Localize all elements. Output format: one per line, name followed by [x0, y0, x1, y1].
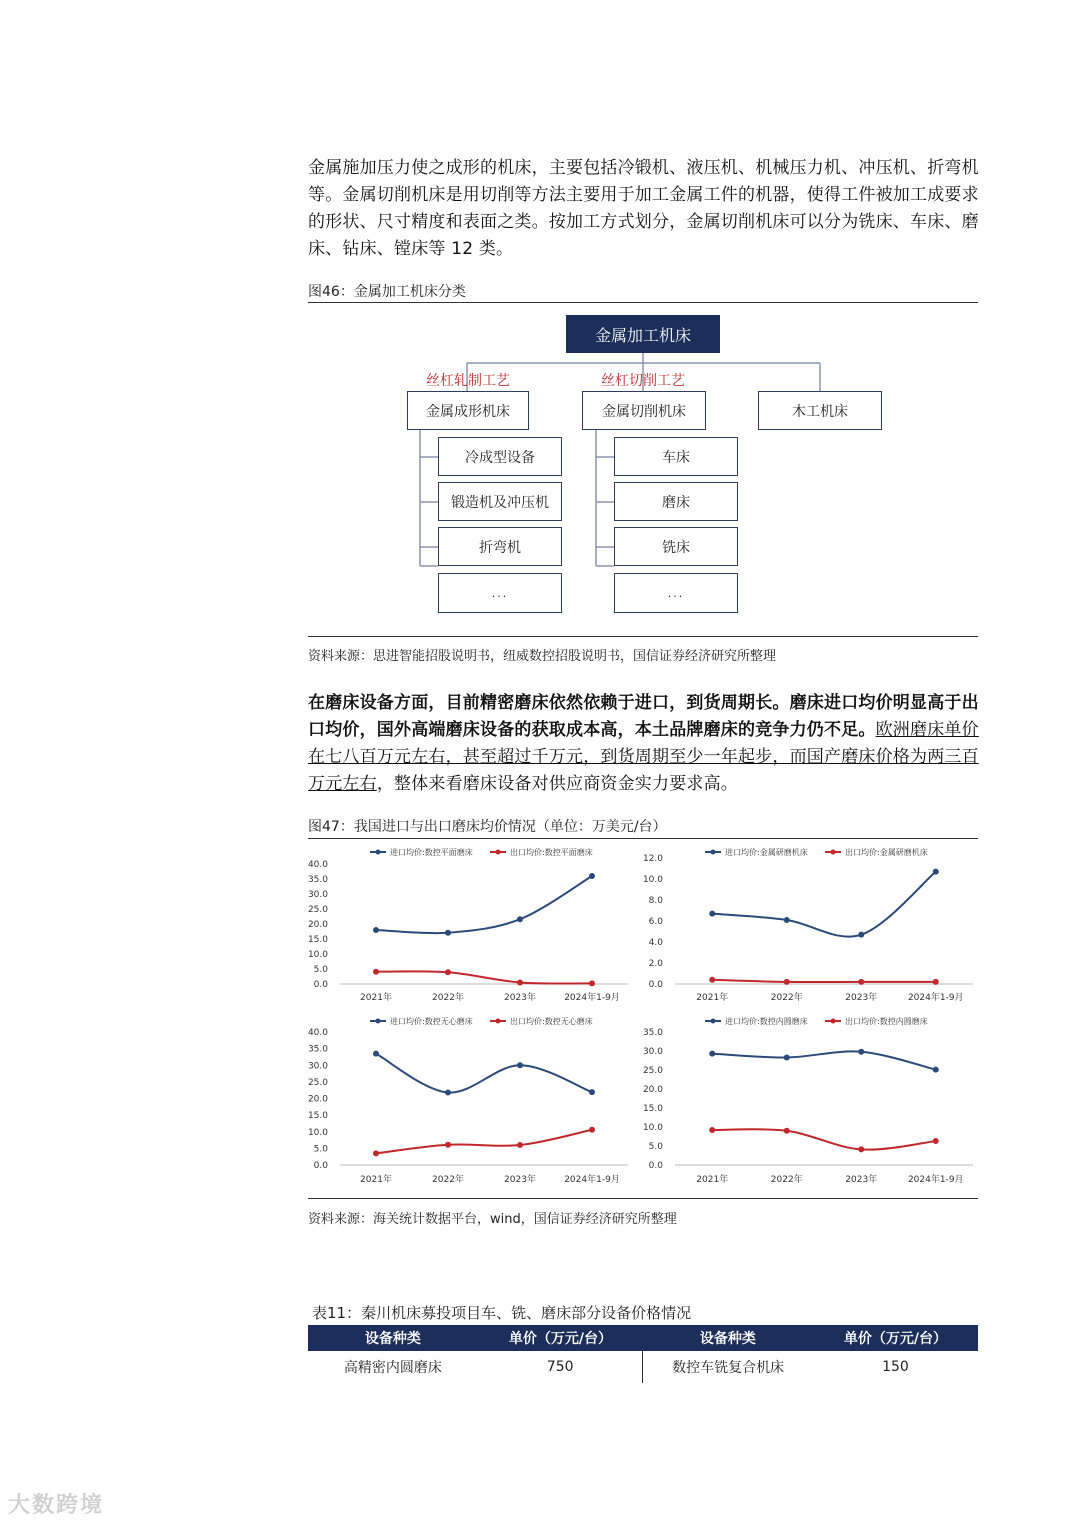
y-tick-label: 10.0 — [308, 950, 328, 960]
y-tick-label: 20.0 — [308, 1094, 328, 1105]
branch-woodworking-box: 木工机床 — [758, 391, 882, 430]
y-tick-label: 10.0 — [308, 1127, 328, 1138]
x-tick-label: 2022年 — [770, 993, 803, 1003]
legend-marker — [831, 850, 836, 855]
table-row — [308, 1351, 978, 1383]
legend-label: 出口均价:数控内圆磨床 — [845, 1017, 928, 1026]
data-point — [709, 911, 715, 917]
series-line — [712, 980, 936, 982]
y-tick-label: 15.0 — [308, 935, 328, 945]
y-tick-label: 30.0 — [308, 890, 328, 900]
y-tick-label: 5.0 — [648, 1142, 663, 1152]
grinder-paragraph-underline: 欧洲磨床单价在七八百万元左右，甚至超过千万元，到货周期至少一年起步，而国产磨床价格为两三百万元左右 — [308, 720, 979, 794]
figure46-source: 资料来源：思进智能招股说明书，纽威数控招股说明书，国信证券经济研究所整理 — [308, 649, 777, 664]
legend-marker — [711, 850, 716, 855]
legend-label: 出口均价:数控无心磨床 — [510, 1017, 593, 1026]
data-point — [784, 979, 790, 985]
chart-centerless-grinder — [308, 1010, 643, 1188]
table-cell: 150 — [882, 1359, 909, 1375]
y-tick-label: 5.0 — [313, 1144, 328, 1155]
x-tick-label: 2024年1-9月 — [907, 993, 964, 1003]
x-tick-label: 2023年 — [504, 1175, 536, 1185]
price-table — [308, 1325, 978, 1383]
y-tick-label: 20.0 — [643, 1085, 663, 1095]
y-tick-label: 35.0 — [308, 875, 328, 885]
legend-label: 进口均价:金属研磨机床 — [725, 848, 808, 857]
data-point — [445, 1142, 451, 1148]
data-point — [858, 1146, 864, 1152]
x-tick-label: 2021年 — [696, 1175, 729, 1185]
legend-label: 出口均价:数控平面磨床 — [510, 848, 593, 857]
data-point — [589, 1127, 595, 1133]
data-point — [445, 1090, 451, 1096]
x-tick-label: 2021年 — [360, 993, 392, 1003]
table-cell: 高精密内圆磨床 — [343, 1360, 442, 1376]
leaf-forging-press: 锻造机及冲压机 — [438, 482, 562, 521]
legend-marker — [711, 1019, 716, 1024]
data-point — [517, 1062, 523, 1068]
x-tick-label: 2021年 — [360, 1175, 392, 1185]
legend-label: 进口均价:数控无心磨床 — [390, 1017, 473, 1026]
chart-internal-grinder — [643, 1010, 980, 1188]
figure46-caption: 图46：金属加工机床分类 — [308, 284, 466, 300]
data-point — [858, 979, 864, 985]
y-tick-label: 0.0 — [648, 980, 663, 990]
data-point — [373, 1150, 379, 1156]
figure46-bottom-rule — [308, 636, 978, 637]
data-point — [445, 969, 451, 975]
x-tick-label: 2022年 — [770, 1175, 803, 1185]
data-point — [933, 1138, 939, 1144]
legend-marker — [831, 1019, 836, 1024]
leaf-cold-forming: 冷成型设备 — [438, 437, 562, 476]
watermark-logo: 大数跨境 — [8, 1493, 105, 1518]
y-tick-label: 35.0 — [308, 1044, 328, 1055]
leaf-grinder: 磨床 — [614, 482, 738, 521]
series-line — [712, 1129, 936, 1149]
figure47-caption: 图47：我国进口与出口磨床均价情况（单位：万美元/台） — [308, 819, 667, 835]
table11-caption: 表11：秦川机床募投项目车、铣、磨床部分设备价格情况 — [312, 1304, 692, 1322]
data-point — [933, 979, 939, 985]
x-tick-label: 2024年1-9月 — [564, 993, 620, 1003]
y-tick-label: 25.0 — [308, 1077, 328, 1088]
legend-marker — [496, 850, 501, 855]
legend-label: 出口均价:金属研磨机床 — [845, 848, 928, 857]
intro-paragraph: 金属施加压力使之成形的机床，主要包括冷锻机、液压机、机械压力机、冲压机、折弯机等。金属切削机床是用切削等方法主要用于加工金属工件的机器，使得工件被加工成要求的形状、尺寸精度和表面之类。按加工方式划分，金属切削机床可以分为铣床、车床、磨床、钻床、镗床等 12 类。 — [308, 158, 979, 259]
y-tick-label: 8.0 — [648, 896, 663, 906]
data-point — [517, 1142, 523, 1148]
leaf-cutting-more: ... — [614, 573, 738, 613]
x-tick-label: 2024年1-9月 — [907, 1175, 964, 1185]
y-tick-label: 5.0 — [313, 965, 328, 975]
data-point — [709, 1051, 715, 1057]
y-tick-label: 0.0 — [313, 1161, 328, 1171]
data-point — [589, 1089, 595, 1095]
data-point — [784, 917, 790, 923]
y-tick-label: 25.0 — [643, 1066, 663, 1076]
data-point — [858, 932, 864, 938]
data-point — [933, 1067, 939, 1073]
y-tick-label: 15.0 — [643, 1104, 663, 1114]
x-tick-label: 2022年 — [432, 1175, 464, 1185]
data-point — [373, 927, 379, 933]
branch-cutting-box: 金属切削机床 — [582, 391, 706, 430]
tree-root-box: 金属加工机床 — [566, 315, 720, 353]
x-tick-label: 2022年 — [432, 993, 464, 1003]
table-header: 设备种类 — [643, 1325, 813, 1351]
y-tick-label: 4.0 — [648, 938, 663, 948]
table-cell: 数控车铣复合机床 — [672, 1360, 785, 1376]
data-point — [709, 1127, 715, 1133]
x-tick-label: 2023年 — [845, 1175, 878, 1185]
leaf-lathe: 车床 — [614, 437, 738, 476]
y-tick-label: 25.0 — [308, 905, 328, 915]
x-tick-label: 2023年 — [504, 993, 536, 1003]
table-header: 设备种类 — [308, 1325, 478, 1351]
legend-label: 进口均价:数控平面磨床 — [390, 848, 473, 857]
branch-label-cutting: 丝杠切削工艺 — [601, 373, 685, 389]
data-point — [517, 980, 523, 986]
legend-label: 进口均价:数控内圆磨床 — [725, 1017, 808, 1026]
series-line — [712, 872, 936, 937]
y-tick-label: 10.0 — [643, 875, 663, 885]
data-point — [709, 977, 715, 983]
leaf-forming-more: ... — [438, 573, 562, 613]
series-line — [712, 1051, 936, 1069]
data-point — [517, 916, 523, 922]
y-tick-label: 10.0 — [643, 1123, 663, 1133]
y-tick-label: 40.0 — [308, 1028, 328, 1038]
x-tick-label: 2024年1-9月 — [564, 1175, 620, 1185]
series-line — [376, 971, 592, 983]
data-point — [373, 1051, 379, 1057]
y-tick-label: 30.0 — [308, 1061, 328, 1072]
table-cell: 750 — [478, 1351, 643, 1383]
grinder-paragraph-tail: ，整体来看磨床设备对供应商资金实力要求高。 — [376, 774, 739, 794]
data-point — [373, 969, 379, 975]
data-point — [784, 1054, 790, 1060]
y-tick-label: 35.0 — [643, 1028, 663, 1038]
legend-marker — [376, 850, 381, 855]
grinder-paragraph — [308, 690, 980, 798]
table-header: 单价（万元/台） — [478, 1325, 643, 1351]
data-point — [933, 869, 939, 875]
x-tick-label: 2021年 — [696, 993, 729, 1003]
grinder-paragraph-bold: 在磨床设备方面，目前精密磨床依然依赖于进口，到货周期长。磨床进口均价明显高于出口均价，国外高端磨床设备的获取成本高，本土品牌磨床的竞争力仍不足。 — [308, 693, 979, 740]
leaf-bending: 折弯机 — [438, 527, 562, 566]
y-tick-label: 15.0 — [308, 1111, 328, 1122]
y-tick-label: 40.0 — [308, 860, 328, 870]
series-line — [376, 1054, 592, 1093]
data-point — [858, 1049, 864, 1055]
series-line — [376, 876, 592, 933]
legend-marker — [496, 1019, 501, 1024]
data-point — [589, 873, 595, 879]
leaf-miller: 铣床 — [614, 527, 738, 566]
legend-marker — [376, 1019, 381, 1024]
branch-label-rolling: 丝杠轧制工艺 — [426, 373, 510, 389]
figure47-source: 资料来源：海关统计数据平台，wind，国信证券经济研究所整理 — [308, 1212, 677, 1227]
series-line — [376, 1130, 592, 1154]
data-point — [445, 930, 451, 936]
chart-metal-lapping — [643, 842, 980, 1007]
figure47-top-rule — [308, 838, 978, 839]
y-tick-label: 6.0 — [648, 917, 663, 927]
data-point — [589, 980, 595, 986]
y-tick-label: 12.0 — [643, 854, 663, 864]
x-tick-label: 2023年 — [845, 993, 878, 1003]
figure47-bottom-rule — [308, 1198, 978, 1199]
table-header: 单价（万元/台） — [813, 1325, 978, 1351]
y-tick-label: 30.0 — [643, 1047, 663, 1057]
chart-surface-grinder — [308, 842, 643, 1007]
data-point — [784, 1128, 790, 1134]
y-tick-label: 20.0 — [308, 920, 328, 930]
y-tick-label: 0.0 — [648, 1161, 663, 1171]
y-tick-label: 0.0 — [313, 980, 328, 990]
y-tick-label: 2.0 — [648, 959, 663, 969]
branch-forming-box: 金属成形机床 — [407, 391, 529, 430]
